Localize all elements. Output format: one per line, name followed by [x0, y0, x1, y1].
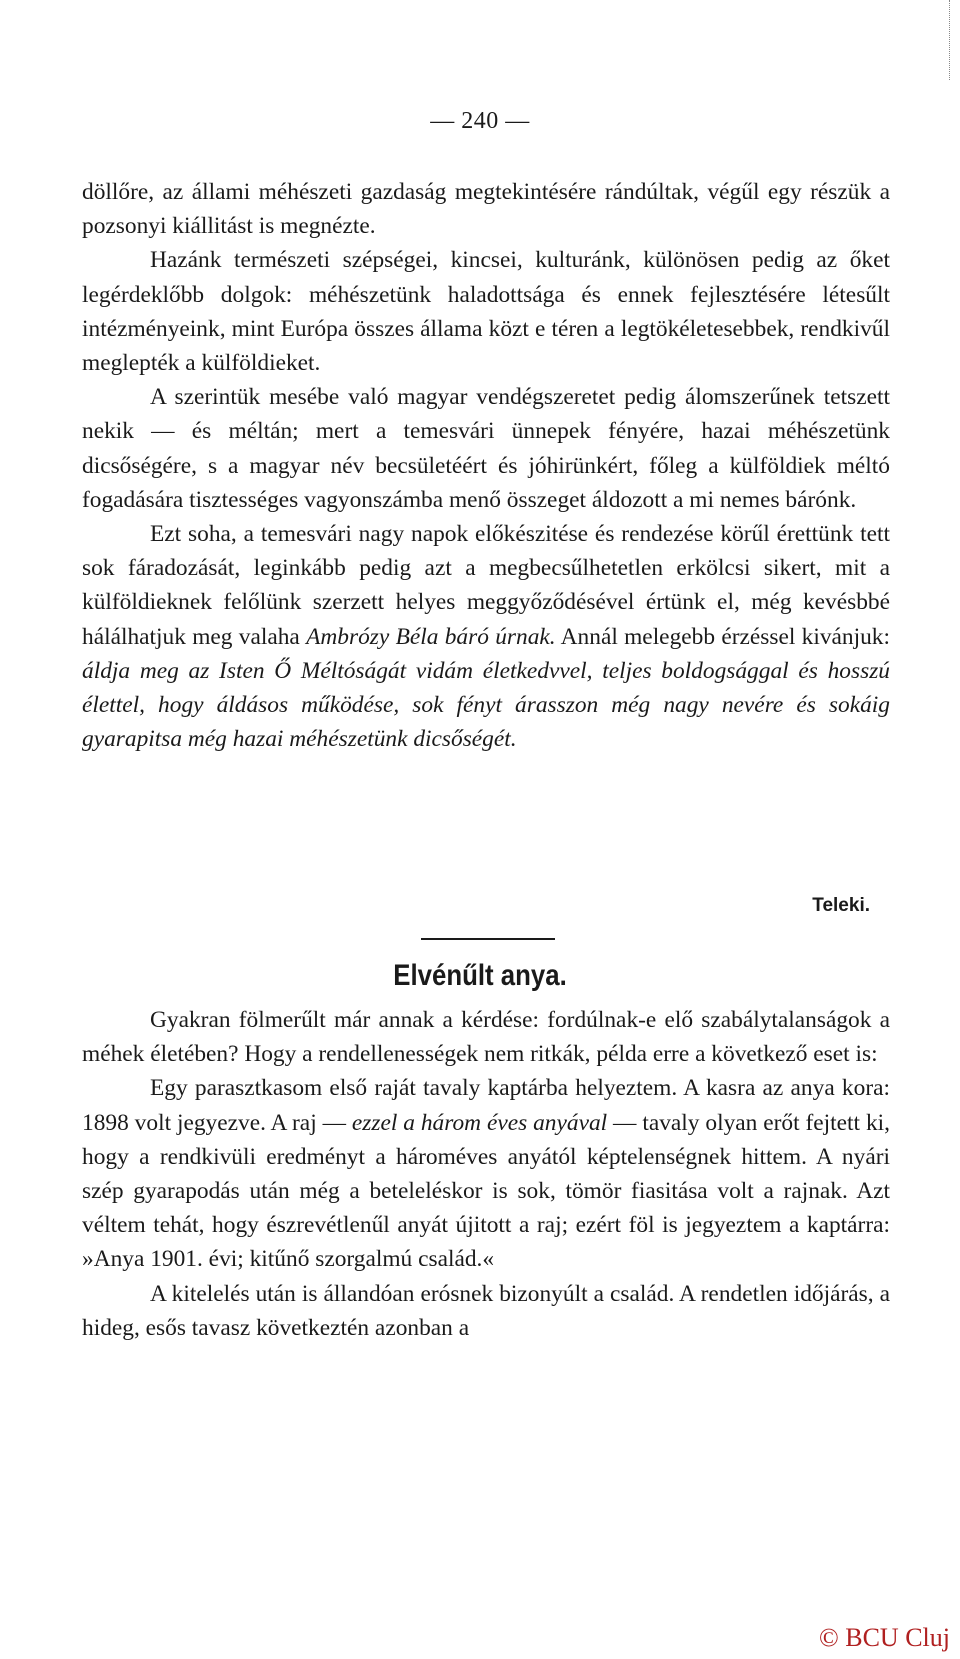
paragraph: Hazánk természeti szépségei, kincsei, kulturánk, különösen pedig az őket legérdeklőbb dolgok: méhészetünk haladottsága és ennek fejlesztésére létesűlt intézményeink, mint Európa összes állama közt e téren a legtökéletesebbek, rendkivűl meglepték a külföldieket.	[82, 247, 890, 377]
paragraph	[82, 1071, 890, 1276]
library-watermark: © BCU Cluj	[818, 1623, 950, 1652]
article-body	[82, 1003, 890, 1345]
author-signature: Teleki.	[812, 895, 870, 916]
paragraph: döllőre, az állami méhészeti gazdaság megtekintésére rándúltak, végűl egy részük a pozsonyi kiállitást is megnézte.	[82, 179, 890, 240]
paragraph-text: Annál melegebb érzéssel kivánjuk:	[560, 623, 890, 650]
page-number: — 240 —	[430, 108, 530, 134]
italic-blessing: áldja meg az Isten Ő Méltóságát vidám életkedvvel, teljes boldogsággal és hosszú élettel, hogy áldásos működése, sok fényt árasszon még nagy nevére és sokáig gyarapitsa még hazai méhészetünk dicsőségét.	[82, 657, 890, 753]
paragraph: Gyakran fölmerűlt már annak a kérdése: fordúlnak-e elő szabálytalanságok a méhek életében? Hogy a rendellenességek nem ritkák, példa erre a következő eset is:	[82, 1007, 890, 1068]
paragraph-text: Egy parasztkasom első raját tavaly kaptárba helyeztem. A kasra az anya kora: 1898 volt jegyezve. A raj —	[82, 1075, 890, 1136]
paragraph: A kitelelés után is állandóan erósnek bizonyúlt a család. A rendetlen időjárás, a hideg, esős tavasz következtén azonban a	[82, 1280, 890, 1341]
paragraph-text: Ezt soha, a temesvári nagy napok előkészitése és rendezése körűl érettünk tett sok fáradozását, leginkább pedig azt a megbecsűlhetetlen erkölcsi sikert, mit a külföldieknek felőlünk szerzett helyes meggyőződésével értünk el, még kevésbbé hálálhatjuk meg valaha	[82, 521, 890, 650]
section-title: Elvénűlt anya.	[393, 959, 567, 992]
paragraph: A szerintük mesébe való magyar vendégszeretet pedig álomszerűnek tetszett nekik — és méltán; mert a temesvári ünnepek fényére, hazai méhészetünk dicsőségére, s a magyar név becsületéért és jóhirünkért, főleg a külföldiek méltó fogadására tisztességes vagyonszámba menő összeget áldozott a mi nemes bárónk.	[82, 384, 890, 513]
paragraph	[82, 517, 890, 756]
paragraph-text: — tavaly olyan erőt fejtett ki, hogy a rendkivüli eredményt a hároméves anyától képtelenségnek hittem. A nyári szép gyarapodás után még a beteleléskor is sok, tömör fiasitása volt a rajnak. Azt véltem tehát, hogy észrevétlenűl anyát újitott a raj; ezért föl is jegyeztem a kaptárra: »Anya 1901. évi; kitűnő szorgalmú család.«	[82, 1109, 890, 1273]
italic-name: Ambrózy Béla báró úrnak.	[306, 623, 556, 650]
section-divider	[421, 938, 555, 940]
page-edge-mark	[949, 0, 952, 80]
italic-phrase: ezzel a három éves anyával	[351, 1109, 608, 1136]
article-continuation	[82, 175, 890, 756]
